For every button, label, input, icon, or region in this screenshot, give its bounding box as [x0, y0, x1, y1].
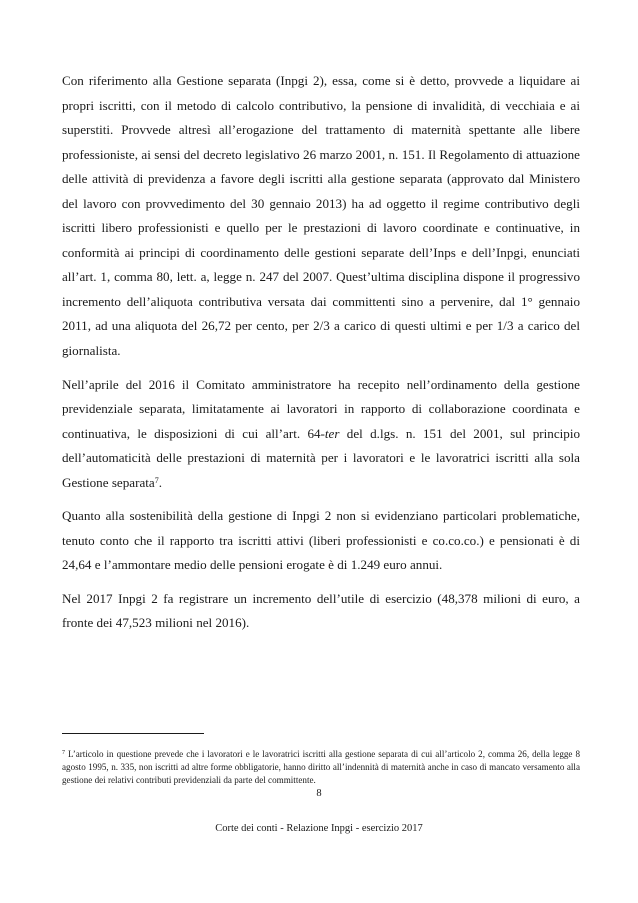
page-footer: Corte dei conti - Relazione Inpgi - esercizio 2017 — [215, 823, 423, 834]
page-number: 8 — [316, 788, 322, 799]
footnote-marker: 7 — [62, 750, 65, 756]
footnote — [62, 748, 580, 787]
footnote-separator — [62, 733, 204, 734]
paragraph-3-text: Quanto alla sostenibilità della gestione di Inpgi 2 non si evidenziano particolari problematiche, tenuto conto che il rapporto tra iscritti attivi (liberi professionisti e co.co.co.) e pensionati è di 24,64 e l’ammontare medio delle pensioni erogate è di 1.249 euro annui. — [62, 508, 580, 573]
paragraph-1 — [62, 69, 580, 364]
paragraph-4 — [62, 587, 580, 636]
body-text — [62, 69, 580, 645]
paragraph-2 — [62, 373, 580, 496]
paragraph-3 — [62, 504, 580, 578]
footnote-text: L’articolo in questione prevede che i lavoratori e le lavoratrici iscritti alla gestione separata di cui all’articolo 2, comma 26, della legge 8 agosto 1995, n. 335, non iscritti ad altre forme obbligatorie, hanno diritto all’indennità di maternità anche in caso di mancato versamento alla gestione dei relativi contributi previdenziali da parte del committente. — [62, 749, 580, 785]
paragraph-2-text-b: del d.lgs. n. 151 del 2001, sul principio dell’automaticità delle prestazioni di maternità per i lavoratori e le lavoratrici iscritti alla sola Gestione separata — [62, 425, 580, 490]
paragraph-2-text-a: Nell’aprile del 2016 il Comitato amministratore ha recepito nell’ordinamento della gestione previdenziale separata, limitatamente ai lavoratori in rapporto di collaborazione coordinata e continuativa, le disposizioni di cui all’art. 64- — [62, 376, 580, 441]
paragraph-4-text: Nel 2017 Inpgi 2 fa registrare un incremento dell’utile di esercizio (48,378 milioni di euro, a fronte dei 47,523 milioni nel 2016). — [62, 590, 580, 631]
paragraph-1-text: Con riferimento alla Gestione separata (Inpgi 2), essa, come si è detto, provvede a liquidare ai propri iscritti, con il metodo di calcolo contributivo, la pensione di invalidità, di vecchiaia e ai superstiti. Provvede altresì all’erogazione del trattamento di maternità spettante alle libere professioniste, ai sensi del decreto legislativo 26 marzo 2001, n. 151. Il Regolamento di attuazione delle attività di previdenza a favore degli iscritti alla gestione separata (approvato dal Ministero del lavoro con provvedimento del 30 gennaio 2013) ha ad oggetto il regime contributivo degli iscritti libero professionisti e quello per le prestazioni di lavoro coordinate e continuative, in conformità ai principi di coordinamento delle gestioni separate dell’Inps e dell’Inpgi, enunciati all’art. 1, comma 80, lett. a, legge n. 247 del 2007. Quest’ultima disciplina dispone il progressivo incremento dell’aliquota contributiva versata dai committenti sino a pervenire, dal 1° gennaio 2011, ad una aliquota del 26,72 per cento, per 2/3 a carico di questi ultimi e per 1/3 a carico del giornalista. — [62, 73, 580, 359]
paragraph-2-text-c: . — [158, 474, 162, 490]
footnote-reference[interactable]: 7 — [154, 475, 159, 485]
paragraph-2-italic-ter: ter — [324, 425, 340, 441]
